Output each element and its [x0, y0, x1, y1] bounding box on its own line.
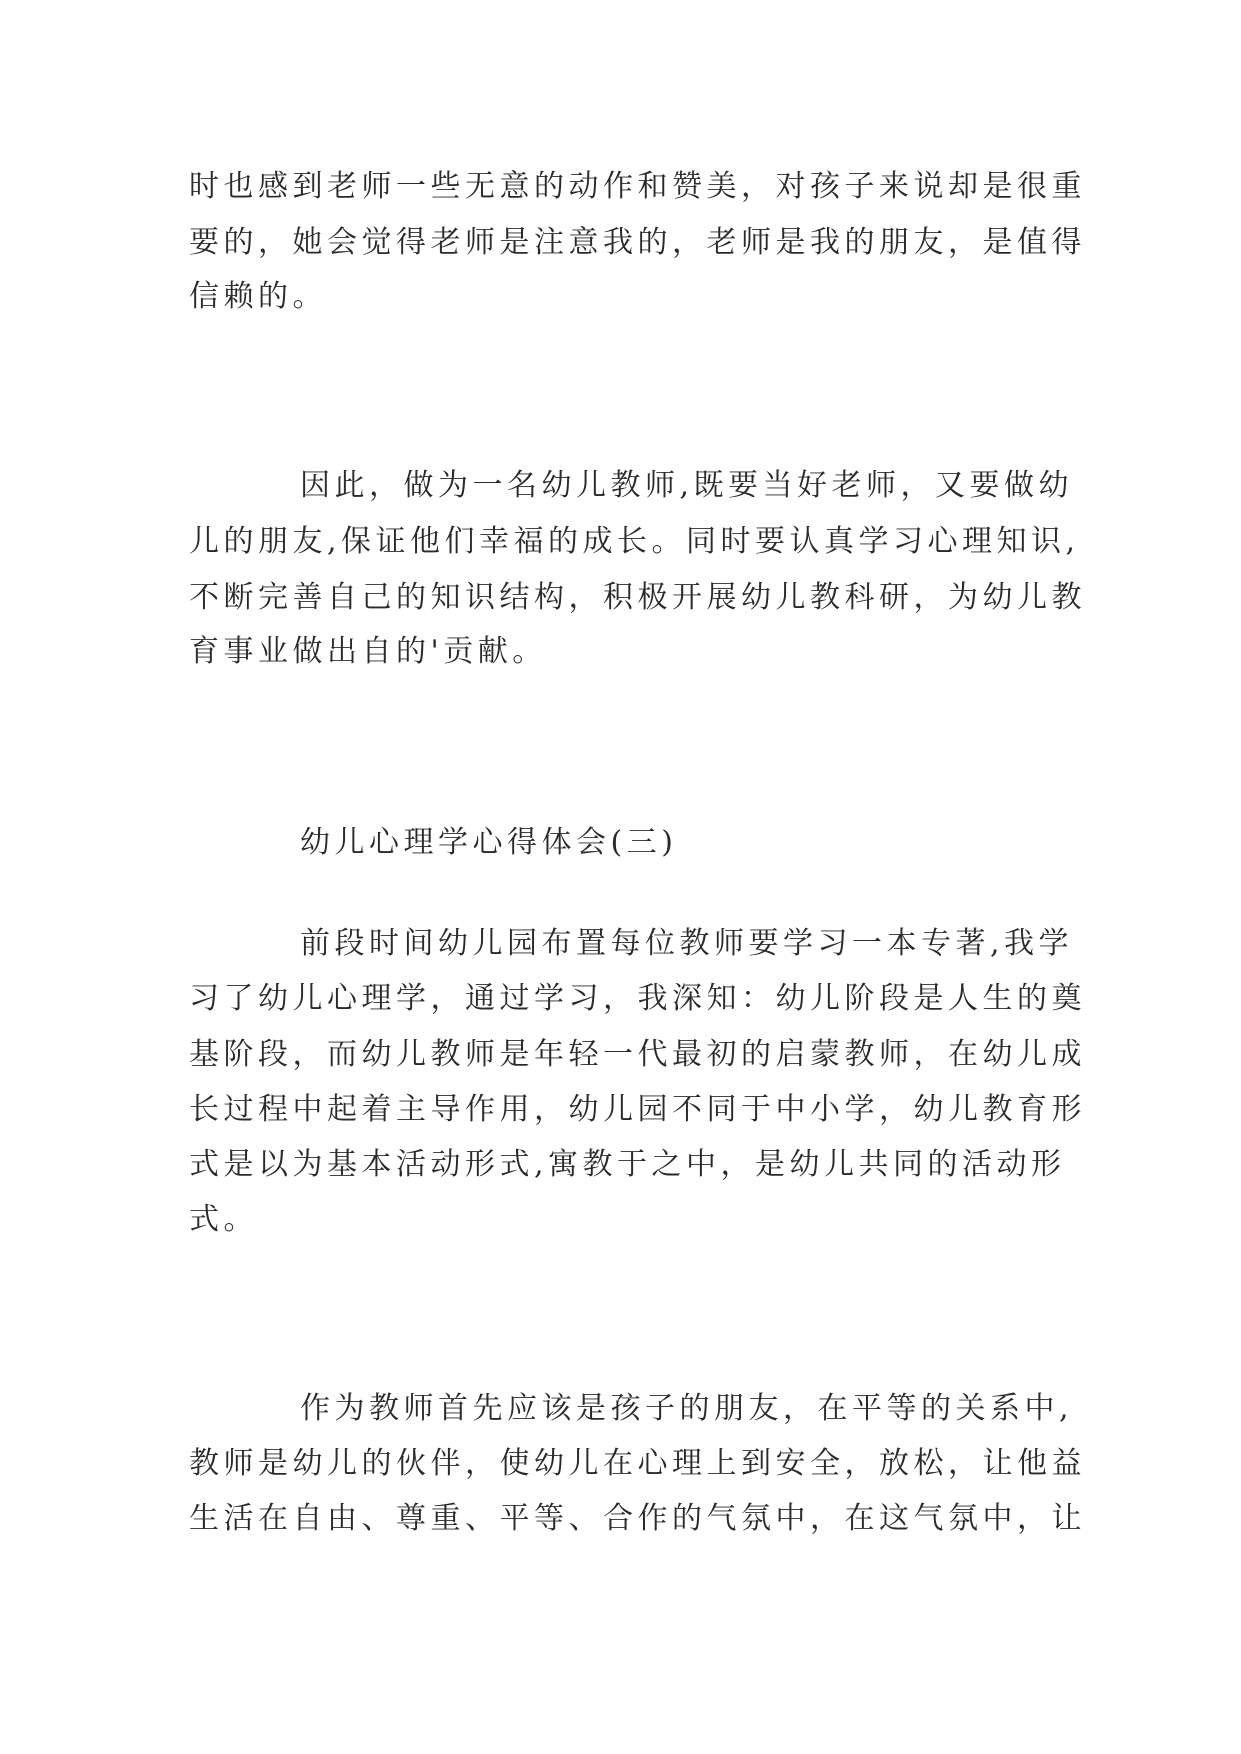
- section-heading: 幼儿心理学心得体会(三): [300, 825, 678, 860]
- para3-line-6: 式。: [189, 1202, 258, 1237]
- para2-line-3: 不断完善自己的知识结构，积极开展幼儿教科研，为幼儿教: [189, 580, 1086, 615]
- para3-line-5: 式是以为基本活动形式,寓教于之中，是幼儿共同的活动形: [189, 1147, 1066, 1182]
- para4-line-2: 教师是幼儿的伙伴，使幼儿在心理上到安全，放松，让他益: [189, 1446, 1086, 1481]
- para2-line-4: 育事业做出自的'贡献。: [189, 634, 547, 669]
- para3-line-2: 习了幼儿心理学，通过学习，我深知：幼儿阶段是人生的奠: [189, 981, 1086, 1016]
- para1-line-2: 要的，她会觉得老师是注意我的，老师是我的朋友，是值得: [189, 225, 1086, 260]
- para1-line-3: 信赖的。: [189, 279, 327, 314]
- para3-line-4: 长过程中起着主导作用，幼儿园不同于中小学，幼儿教育形: [189, 1092, 1086, 1127]
- para4-line-3: 生活在自由、尊重、平等、合作的气氛中，在这气氛中，让: [189, 1501, 1086, 1536]
- para2-line-1: 因此，做为一名幼儿教师,既要当好老师，又要做幼: [300, 468, 1074, 503]
- para3-line-3: 基阶段，而幼儿教师是年轻一代最初的启蒙教师，在幼儿成: [189, 1037, 1086, 1072]
- para3-line-1: 前段时间幼儿园布置每位教师要学习一本专著,我学: [300, 926, 1074, 961]
- para1-line-1: 时也感到老师一些无意的动作和赞美，对孩子来说却是很重: [189, 169, 1086, 204]
- para2-line-2: 儿的朋友,保证他们幸福的成长。同时要认真学习心理知识,: [189, 524, 1080, 559]
- para4-line-1: 作为教师首先应该是孩子的朋友，在平等的关系中,: [300, 1391, 1074, 1426]
